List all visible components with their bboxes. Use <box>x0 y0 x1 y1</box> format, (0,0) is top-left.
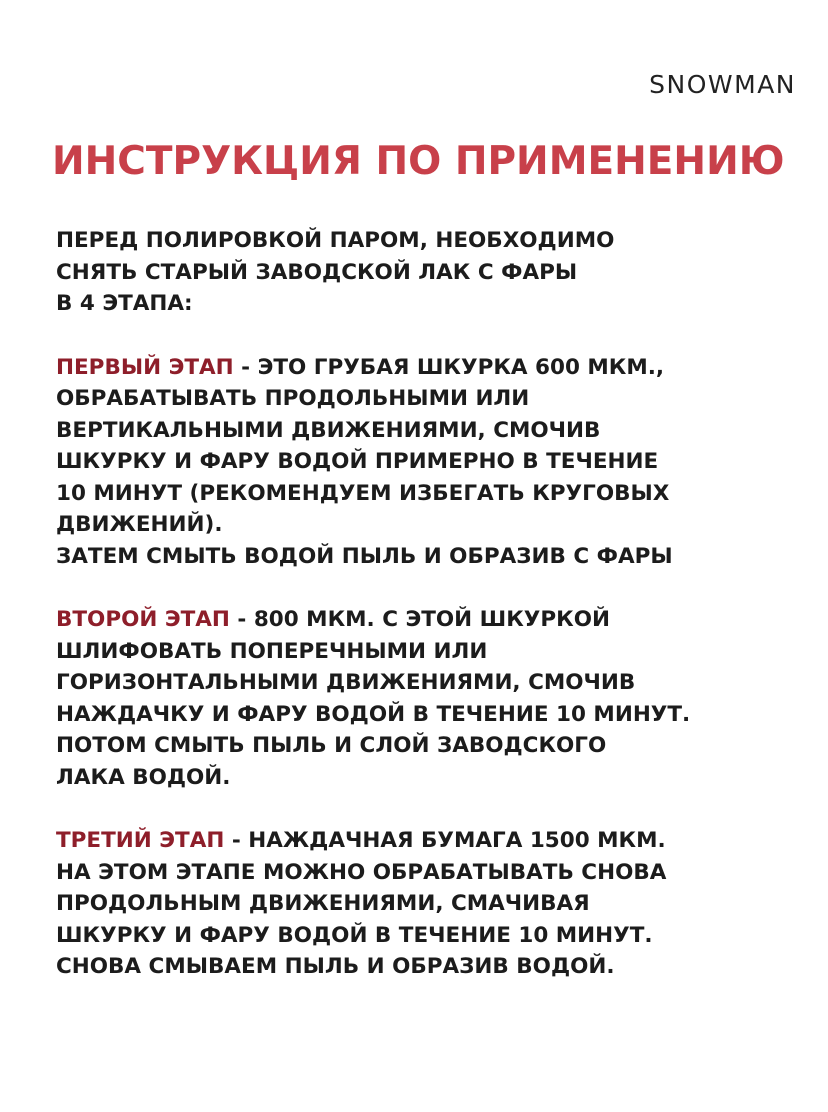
intro-paragraph <box>56 225 804 320</box>
intro-line: ПЕРЕД ПОЛИРОВКОЙ ПАРОМ, НЕОБХОДИМО <box>56 228 615 253</box>
step-1-line: ДВИЖЕНИЙ). <box>56 512 223 537</box>
step-3-first-line-text: - НАЖДАЧНАЯ БУМАГА 1500 МКМ. <box>224 828 666 853</box>
step-1-paragraph <box>56 352 804 573</box>
step-2-line: ЛАКА ВОДОЙ. <box>56 764 231 790</box>
step-3-label: ТРЕТИЙ ЭТАП <box>56 828 225 853</box>
step-3-line: НА ЭТОМ ЭТАПЕ МОЖНО ОБРАБАТЫВАТЬ СНОВА <box>56 859 667 885</box>
instruction-content <box>56 225 804 983</box>
step-3-first-line <box>56 825 804 857</box>
step-3-line: ШКУРКУ И ФАРУ ВОДОЙ В ТЕЧЕНИЕ 10 МИНУТ. <box>56 922 653 948</box>
brand-logo-text: SNOWMAN <box>649 70 796 99</box>
step-3-paragraph <box>56 825 804 983</box>
step-2-label: ВТОРОЙ ЭТАП <box>56 607 230 632</box>
step-2-paragraph <box>56 604 804 793</box>
step-1-line: ОБРАБАТЫВАТЬ ПРОДОЛЬНЫМИ ИЛИ <box>56 386 530 411</box>
step-2-line: НАЖДАЧКУ И ФАРУ ВОДОЙ В ТЕЧЕНИЕ 10 МИНУТ. <box>56 701 691 727</box>
step-1-line: ЗАТЕМ СМЫТЬ ВОДОЙ ПЫЛЬ И ОБРАЗИВ С ФАРЫ <box>56 543 673 569</box>
step-3-line: ПРОДОЛЬНЫМ ДВИЖЕНИЯМИ, СМАЧИВАЯ <box>56 891 590 916</box>
step-3-line: СНОВА СМЫВАЕМ ПЫЛЬ И ОБРАЗИВ ВОДОЙ. <box>56 954 615 979</box>
step-2-line: ПОТОМ СМЫТЬ ПЫЛЬ И СЛОЙ ЗАВОДСКОГО <box>56 733 607 758</box>
step-1-first-line-text: - ЭТО ГРУБАЯ ШКУРКА 600 МКМ., <box>233 354 665 380</box>
intro-line: В 4 ЭТАПА: <box>56 291 193 316</box>
step-1-label: ПЕРВЫЙ ЭТАП <box>56 354 234 380</box>
step-2-line: ГОРИЗОНТАЛЬНЫМИ ДВИЖЕНИЯМИ, СМОЧИВ <box>56 670 636 695</box>
step-1-line: 10 МИНУТ (РЕКОМЕНДУЕМ ИЗБЕГАТЬ КРУГОВЫХ <box>56 480 670 506</box>
page-title: ИНСТРУКЦИЯ ПО ПРИМЕНЕНИЮ <box>52 139 785 184</box>
step-2-first-line-text: - 800 МКМ. С ЭТОЙ ШКУРКОЙ <box>229 607 610 632</box>
step-1-line: ШКУРКУ И ФАРУ ВОДОЙ ПРИМЕРНО В ТЕЧЕНИЕ <box>56 449 659 474</box>
step-1-first-line <box>56 352 804 384</box>
step-2-line: ШЛИФОВАТЬ ПОПЕРЕЧНЫМИ ИЛИ <box>56 638 488 664</box>
intro-line: СНЯТЬ СТАРЫЙ ЗАВОДСКОЙ ЛАК С ФАРЫ <box>56 259 578 285</box>
step-2-first-line <box>56 604 804 636</box>
step-1-line: ВЕРТИКАЛЬНЫМИ ДВИЖЕНИЯМИ, СМОЧИВ <box>56 417 601 443</box>
